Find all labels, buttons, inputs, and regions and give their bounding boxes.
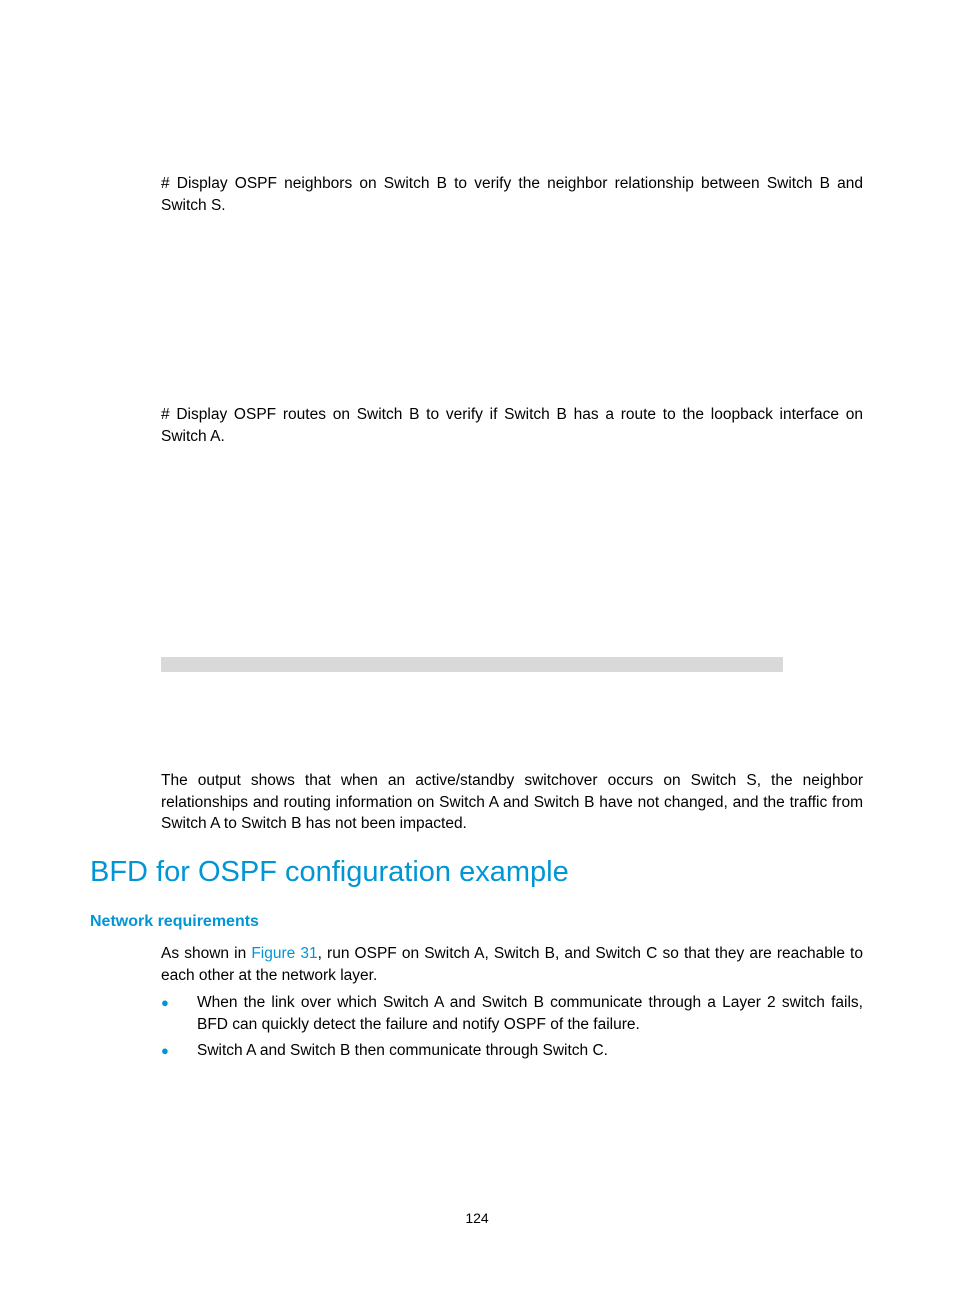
bullet-icon: ● [161,1043,169,1058]
list-item-text: Switch A and Switch B then communicate through Switch C. [197,1042,608,1059]
paragraph-network-intro [161,943,863,986]
paragraph-display-neighbors: # Display OSPF neighbors on Switch B to verify the neighbor relationship between Switch B and Switch S. [161,175,863,214]
section-title: BFD for OSPF configuration example [90,856,569,888]
intro-text-end: , run OSPF on Switch A, Switch B, and Switch C so that they are reachable to each other at the network layer. [161,945,863,984]
paragraph-output-summary: The output shows that when an active/standby switchover occurs on Switch S, the neighbor relationships and routing information on Switch A and Switch B have not changed, and the traffic from Switch A to Switch B has not been impacted. [161,772,863,832]
highlight-bar [161,657,783,672]
figure-link[interactable]: Figure 31 [251,945,318,962]
list-item-text: When the link over which Switch A and Switch B communicate through a Layer 2 switch fails, BFD can quickly detect the failure and notify OSPF of the failure. [197,994,863,1033]
subsection-title: Network requirements [90,913,259,930]
paragraph-display-routes: # Display OSPF routes on Switch B to verify if Switch B has a route to the loopback interface on Switch A. [161,406,863,445]
list-item [161,1040,863,1062]
bullet-icon: ● [161,995,169,1010]
page-number: 124 [465,1210,489,1226]
list-item [161,992,863,1035]
intro-text-start: As shown in [161,945,252,962]
